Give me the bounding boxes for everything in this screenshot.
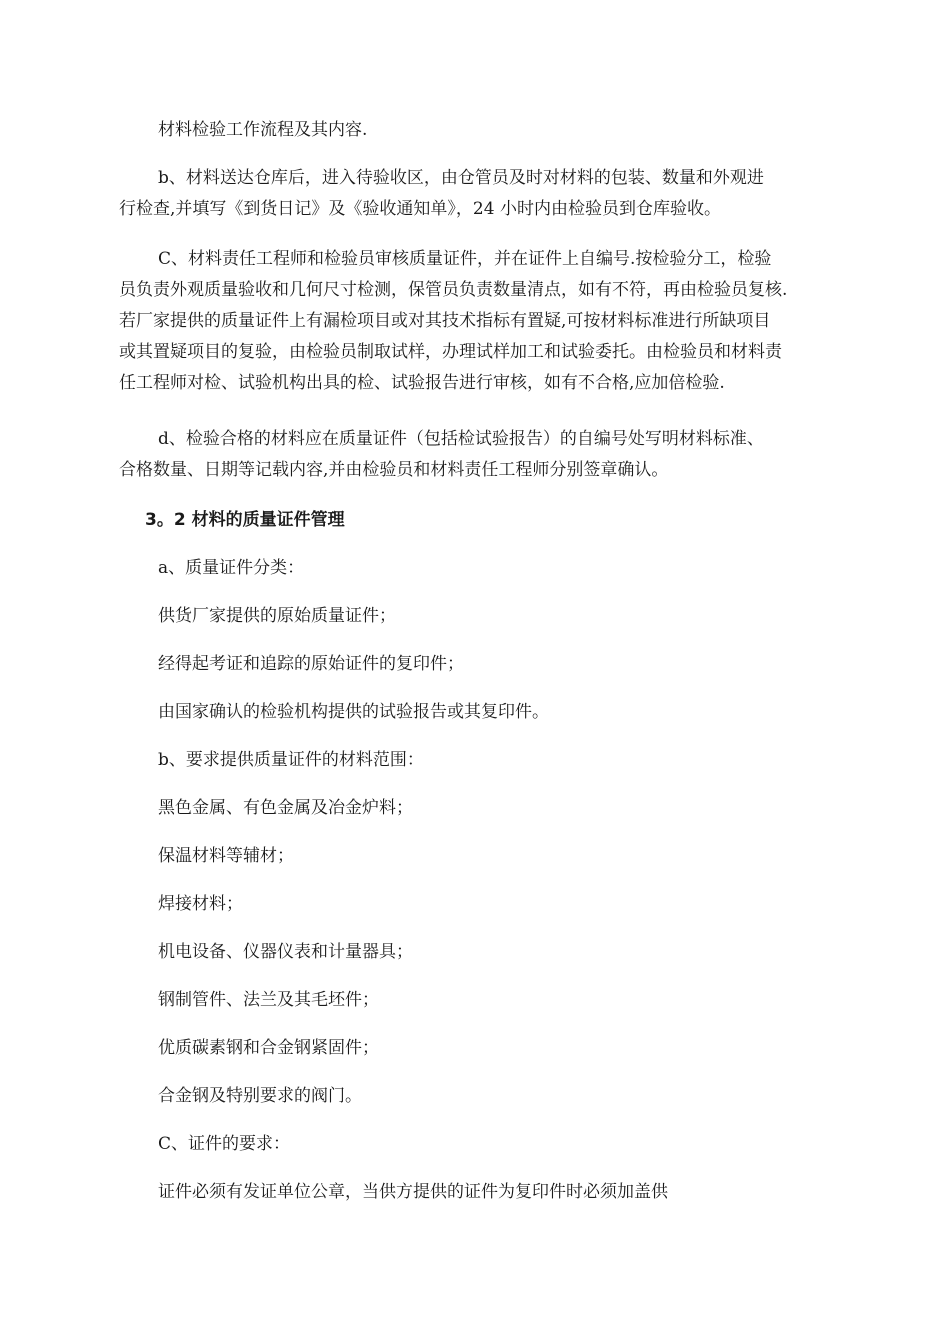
section-heading [145,505,345,536]
text-line: 机电设备、仪器仪表和计量器具； [158,942,413,962]
text-line: 合格数量、日期等记载内容,并由检验员和材料责任工程师分别签章确认。 [119,460,669,480]
text-line: 经得起考证和追踪的原始证件的复印件； [158,654,464,674]
list-item [158,1033,379,1064]
paragraph-c-requirements [158,1177,668,1208]
text-line: 由国家确认的检验机构提供的试验报告或其复印件。 [158,702,549,722]
list-item [158,601,396,632]
text-line: b、材料送达仓库后，进入待验收区，由仓管员及时对材料的包装、数量和外观进 [158,168,764,188]
text-line: 证件必须有发证单位公章，当供方提供的证件为复印件时必须加盖供 [158,1182,668,1202]
text-line: 钢制管件、法兰及其毛坯件； [158,990,379,1010]
text-line: C、材料责任工程师和检验员审核质量证件，并在证件上自编号.按检验分工，检验 [158,249,772,269]
text-line: 任工程师对检、试验机构出具的检、试验报告进行审核，如有不合格,应加倍检验. [119,373,725,393]
text-line: 或其置疑项目的复验，由检验员制取试样，办理试样加工和试验委托。由检验员和材料责 [119,342,782,362]
text-line: C、证件的要求： [158,1134,291,1154]
text-line: 优质碳素钢和合金钢紧固件； [158,1038,379,1058]
text-line: 行检查,并填写《到货日记》及《验收通知单》，24 小时内由检验员到仓库验收。 [119,199,721,219]
list-item [158,889,243,920]
text-line: a、质量证件分类： [158,558,305,578]
text-line: d、检验合格的材料应在质量证件（包括检试验报告）的自编号处写明材料标准、 [158,429,764,449]
paragraph-b-delivery [119,163,764,225]
paragraph-c-review [119,244,787,399]
list-item [158,937,413,968]
text-line: 若厂家提供的质量证件上有漏检项目或对其技术指标有置疑,可按材料标准进行所缺项目 [119,311,771,331]
text-line: b、要求提供质量证件的材料范围： [158,750,424,770]
text-line: 焊接材料； [158,894,243,914]
list-item [158,841,294,872]
list-item [158,697,549,728]
paragraph-d-approval [119,424,764,486]
list-a-title [158,553,304,584]
text-line: 保温材料等辅材； [158,846,294,866]
text-line: 员负责外观质量验收和几何尺寸检测，保管员负责数量清点，如有不符，再由检验员复核. [119,280,788,300]
paragraph-1 [158,115,367,146]
list-item [158,793,413,824]
text-line: 材料检验工作流程及其内容. [158,120,368,140]
list-item [158,649,464,680]
list-b-title [158,745,424,776]
heading-text: 3。2 材料的质量证件管理 [145,510,345,530]
list-c-title [158,1129,290,1160]
text-line: 黑色金属、有色金属及冶金炉料； [158,798,413,818]
text-line: 供货厂家提供的原始质量证件； [158,606,396,626]
text-line: 合金钢及特别要求的阀门。 [158,1086,362,1106]
list-item [158,1081,362,1112]
list-item [158,985,379,1016]
